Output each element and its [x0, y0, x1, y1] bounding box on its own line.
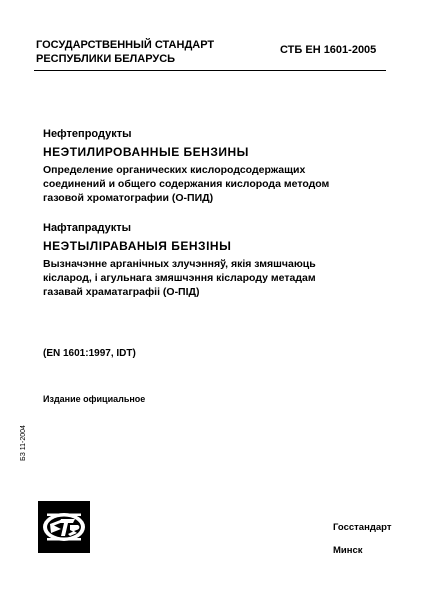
equivalence-note: (EN 1601:1997, IDT)	[43, 348, 136, 359]
russian-title-block	[43, 127, 393, 205]
belarusian-subtitle-line: газавай храматаграфіі (О-ПІД)	[43, 286, 200, 298]
russian-title: НЕЭТИЛИРОВАННЫЕ БЕНЗИНЫ	[43, 145, 249, 159]
belarusian-title: НЕЭТЫЛІРАВАНЫЯ БЕНЗІНЫ	[43, 239, 232, 253]
header-divider	[34, 70, 386, 71]
standard-designation: СТБ ЕН 1601-2005	[280, 44, 377, 56]
vertical-code: БЗ 11-2004	[20, 425, 27, 461]
russian-subtitle-line: соединений и общего содержания кислорода методом	[43, 178, 330, 190]
publisher-name: Госстандарт	[333, 522, 392, 533]
edition-note: Издание официальное	[43, 394, 146, 404]
gosstandart-logo-icon	[37, 500, 91, 554]
belarusian-title-block	[43, 221, 393, 299]
russian-subtitle-line: Определение органических кислородсодержащих	[43, 164, 306, 176]
belarusian-kicker: Нафтапрадукты	[43, 222, 132, 234]
russian-subtitle-line: газовой хроматографии (О-ПИД)	[43, 192, 214, 204]
belarusian-subtitle-line: кісларод, і агульнага змяшчэння кіслароду метадам	[43, 272, 316, 284]
header-organization	[36, 38, 214, 66]
russian-subtitle	[43, 163, 393, 205]
belarusian-subtitle	[43, 257, 393, 299]
publisher-city: Минск	[333, 545, 363, 556]
russian-kicker: Нефтепродукты	[43, 128, 132, 140]
organization-line-1: ГОСУДАРСТВЕННЫЙ СТАНДАРТ	[36, 39, 215, 51]
organization-line-2: РЕСПУБЛИКИ БЕЛАРУСЬ	[36, 53, 176, 65]
belarusian-subtitle-line: Вызначэнне арганічных злучэнняў, якія змяшчаюць	[43, 258, 316, 270]
